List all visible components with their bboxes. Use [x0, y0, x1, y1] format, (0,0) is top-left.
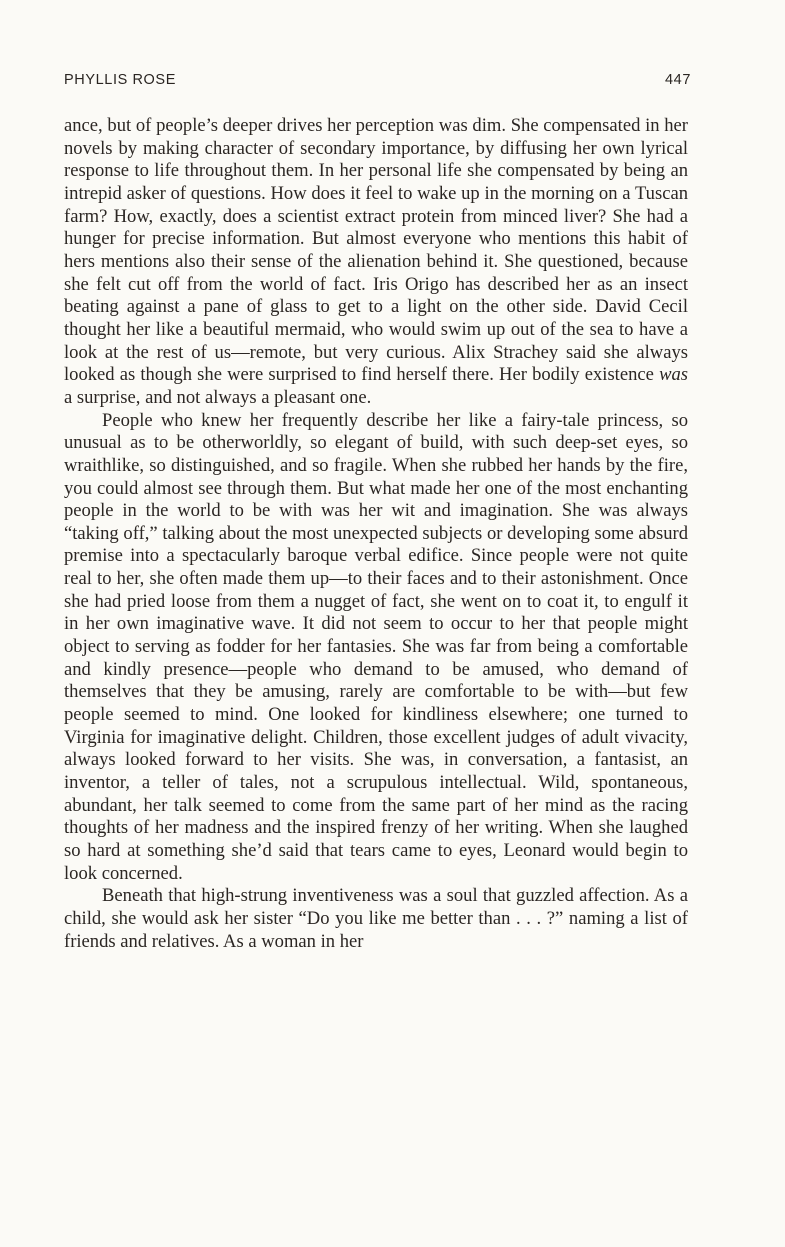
running-head-author: PHYLLIS ROSE: [64, 72, 176, 88]
paragraph: [64, 885, 688, 953]
paragraph-text: a surprise, and not always a pleasant one.: [64, 386, 372, 408]
page-number: 447: [665, 72, 691, 88]
running-head: [64, 72, 691, 92]
paragraph-text: People who knew her frequently describe her like a fairy-tale princess, so unusual as to be otherworldly, so elegant of build, with such deep-set eyes, so wraithlike, so distinguished, and so fragile. When she rubbed her hands by the fire, you could almost see through them. But what made her one of the most enchanting people in the world to be with was her wit and imagination. She was always “taking off,” talking about the most unexpected subjects or developing some absurd premise into a spectacularly baroque verbal edifice. Since people were not quite real to her, she often made them up—to their faces and to their astonishment. Once she had pried loose from them a nugget of fact, she went on to coat it, to engulf it in her own imaginative wave. It did not seem to occur to her that people might object to serving as fodder for her fantasies. She was far from being a comfortable and kindly presence—people who demand to be amused, who demand of themselves that they be amusing, rarely are comfortable to be with—but few people seemed to mind. One looked for kindliness elsewhere; one turned to Virginia for imaginative delight. Children, those excellent judges of adult vivacity, always looked forward to her visits. She was, in conversation, a fantasist, an inventor, a teller of tales, not a scrupulous intellectual. Wild, spontaneous, abundant, her talk seemed to come from the same part of her mind as the racing thoughts of her madness and the inspired frenzy of her writing. When she laughed so hard at something she’d said that tears came to eyes, Leonard would begin to look concerned.: [64, 409, 688, 884]
emphasized-word: was: [659, 364, 688, 386]
paragraph: [64, 115, 688, 410]
paragraph: [64, 410, 688, 886]
paragraph-text: Beneath that high-strung inventiveness was a soul that guzzled affection. As a child, she would ask her sister “Do you like me better than . . . ?” naming a list of friends and relatives. As a woman in her: [64, 885, 688, 952]
body-text: [64, 115, 688, 953]
paragraph-text: ance, but of people’s deeper drives her perception was dim. She compensated in her novels by making character of secondary importance, by diffusing her own lyrical response to life throughout them. In her personal life she compensated by being an intrepid asker of questions. How does it feel to wake up in the morning on a Tuscan farm? How, exactly, does a scientist extract protein from minced liver? She had a hunger for precise information. But almost everyone who mentions this habit of hers mentions also their sense of the alienation behind it. She questioned, because she felt cut off from the world of fact. Iris Origo has described her as an insect beating against a pane of glass to get to a light on the other side. David Cecil thought her like a beautiful mermaid, who would swim up out of the sea to have a look at the rest of us—remote, but very curious. Alix Strachey said she always looked as though she were surprised to find herself there. Her bodily existence: [64, 115, 688, 386]
